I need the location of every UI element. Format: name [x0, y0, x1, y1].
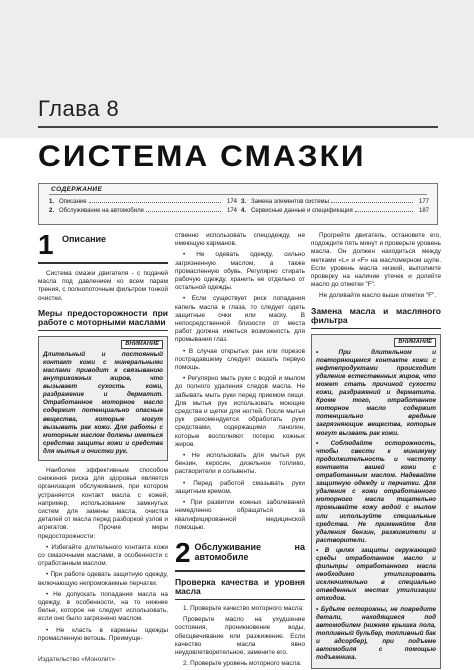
toc-entry-title: Обслуживание на автомобиле: [59, 208, 144, 214]
warning-bullet: • При длительном и повторяющемся контакте кожи с нефтепродуктами происходит удаление естественных жиров, что может стать причиной сухости кожи, раздражений и дерматита. Кроме того, отработанное моторное масло содержит потенциально вредные загрязняющие вещества, которые могут вызвать рак кожи.: [316, 348, 436, 437]
bullet-item: • В случае открытых ран или порезов пострадавшему следует оказать первую помощь.: [175, 347, 305, 372]
table-of-contents: [38, 183, 438, 225]
warning-bullet: • В целях защиты окружающей среды отработанное масло и фильтры отработанного масла необходимо утилизировать исключительно в специально отведенных местах утилизации отходов.: [316, 546, 436, 603]
toc-heading: СОДЕРЖАНИЕ: [51, 186, 103, 193]
toc-entry[interactable]: [241, 197, 429, 206]
toc-entry-number: 2.: [49, 208, 55, 214]
bullet-item: • Не класть в карманы одежды промасленную ветошь. Преимуще-: [38, 626, 168, 642]
subsection-title: Замена масла и масляного фильтра: [311, 305, 441, 326]
toc-entry[interactable]: [49, 206, 237, 215]
step-item: 2. Проверьте уровень моторного масла:: [183, 660, 302, 668]
bullet-item: • Избегайте длительного контакта кожи со смазочными маслами, в особенности с отработанным маслом.: [38, 543, 168, 568]
toc-entry-number: 4.: [241, 208, 247, 214]
subsection-divider: [311, 328, 441, 329]
chapter-number: Глава 8: [38, 96, 120, 121]
chapter-title: СИСТЕМА СМАЗКИ: [38, 140, 366, 173]
paragraph: Прогрейте двигатель, остановите его, подождите пять минут и проверьте уровень масла. Он должен находиться между метками «L» и «F» на масломерном щупе. Если уровень масла низкий, выполните проверку на наличие утечек и долейте масло до отметки "F".: [311, 232, 441, 289]
chapter-divider: [38, 126, 438, 128]
warning-bullet: • Соблюдайте осторожность, чтобы свести к минимуму продолжительность и частоту контакта вашей кожи с отработанным маслом. Надевайте защитную одежду и перчатки. Для удаления с кожи отработанного моторного масла тщательно промывайте кожу водой с мылом или используйте специальные средства. Не применяйте для удаления бензин, разжижители и растворители.: [316, 439, 436, 544]
toc-column-left: [49, 197, 237, 215]
paragraph: Наиболее эффективным способом снижения риска для здоровья является организация обслуживания, при котором устраняется контакт масла с кожей, например, использование замкнутых систем для замены масла, очистка деталей от масла перед разборкой узлов и агрегатов. Прочие меры предосторожности:: [38, 467, 168, 540]
paragraph: Система смазки двигателя - с подачей масла под давлением ко всем парам трения, с полнопоточным фильтром тонкой очистки.: [38, 270, 168, 302]
section-number: 2: [175, 536, 191, 568]
bullet-item: • Не одевать одежду, сильно загрязненную маслом, а также промасленную обувь. Регулярно стирать рабочую одежду, хранить ее отдельно от остальной одежды.: [175, 251, 305, 292]
section-divider: [175, 570, 305, 572]
bullet-item: • Регулярно мыть руки с водой и мылом до полного удаления следов масла. Не забывать мыть руки перед приемом пищи. Для мытья рук использовать моющие средства и щетки для ногтей. После мытья рук рекомендуется обработать руки средствами, содержащими ланолин, которые восполняют потерю кожных жиров.: [175, 375, 305, 448]
subsection-divider: [38, 330, 168, 331]
section-title: Обслуживание на автомобиле: [194, 541, 305, 562]
warning-box: [311, 334, 441, 670]
warning-text: [316, 349, 436, 663]
toc-leader-dots: [355, 206, 413, 212]
bullet-item: • Перед работой смазывать руки защитным кремом.: [175, 479, 305, 495]
bullet-item: • Не допускать попадания масла на одежду, в особенности, на то нижнее белье, которое не следует использовать, если оно было загрязнено маслом.: [38, 590, 168, 623]
toc-leader-dots: [89, 197, 221, 203]
bullet-item: • При работе одевать защитную одежду, включающую непромокаемые перчатки.: [38, 571, 168, 587]
warning-box: [38, 336, 168, 461]
toc-entry[interactable]: [241, 206, 429, 215]
toc-entry-page: 174: [226, 208, 237, 214]
toc-entry-page: 174: [226, 199, 237, 205]
warning-text: Длительный и постоянный контакт кожи с минеральными маслами приводит к связыванию внутрикожных жиров, что вызывает сухость кожи, раздражение и дерматит. Отработанное моторное масло содержит потенциально опасные вещества, которые могут вызывать рак кожи. Для работы с моторным маслом должны иметься средства защиты кожи и средства для мытья и очистки рук.: [43, 350, 163, 455]
paragraph: Не доливайте масло выше отметки "F".: [319, 292, 437, 300]
section-heading: [175, 536, 305, 568]
toc-entry-title: Описание: [59, 199, 87, 205]
toc-entry-number: 1.: [49, 199, 55, 205]
paragraph: ственно использовать спецодежду, не имеющую карманов.: [175, 232, 305, 248]
step-item: 1. Проверьте качество моторного масла:: [183, 604, 304, 612]
toc-leader-dots: [331, 197, 413, 203]
text-column-2: [175, 232, 305, 670]
toc-entry-number: 3.: [241, 199, 247, 205]
subsection-title: Меры предосторожности при работе с моторными маслами: [38, 307, 168, 328]
bullet-item: • Если существует риск попадания капель масла в глаза, то следует одеть защитные очки или маску. В непосредственной близости от места работ должна иметься возможность для промывания глаз.: [175, 295, 305, 344]
warning-label: ВНИМАНИЕ: [121, 340, 163, 349]
section-number: 1: [38, 229, 54, 260]
subsection-divider: [175, 599, 305, 600]
toc-divider: [49, 194, 427, 195]
publisher-footer: Издательство «Монолит»: [38, 656, 116, 663]
paragraph: Проверьте масло на ухудшение состояния, проникновение воды, обесцвечивание или разжижение. Если качество масла явно неудовлетворительное, замените его.: [175, 616, 305, 656]
section-title: Описание: [62, 234, 107, 244]
warning-bullet: • Будьте осторожны, не повредите детали, находящиеся под автомобилем (нижняя крышка пола, топливный бульбер, топливный бак и адсорбер), при подъеме автомобиля с помощью подъемника.: [316, 605, 436, 662]
toc-entry-title: Сервисные данные и спецификация: [251, 208, 353, 214]
text-column-3: [311, 232, 441, 670]
subsection-title: Проверка качества и уровня масла: [175, 576, 305, 597]
text-column-1: [38, 229, 168, 646]
toc-leader-dots: [146, 206, 221, 212]
toc-entry-page: 177: [418, 199, 429, 205]
bullet-item: • При развитии кожных заболеваний немедленно обращаться за квалифицированной медицинской помощью.: [175, 499, 305, 531]
toc-column-right: [241, 197, 429, 215]
section-divider: [38, 262, 168, 264]
section-heading: [38, 229, 168, 260]
toc-entry-title: Замена элементов системы: [251, 199, 329, 205]
warning-label: ВНИМАНИЕ: [394, 338, 436, 347]
bullet-item: • Не использовать для мытья рук бензин, керосин, дизельное топливо, растворители и сольвенты.: [175, 452, 305, 476]
toc-entry[interactable]: [49, 197, 237, 206]
toc-entry-page: 187: [418, 208, 429, 214]
